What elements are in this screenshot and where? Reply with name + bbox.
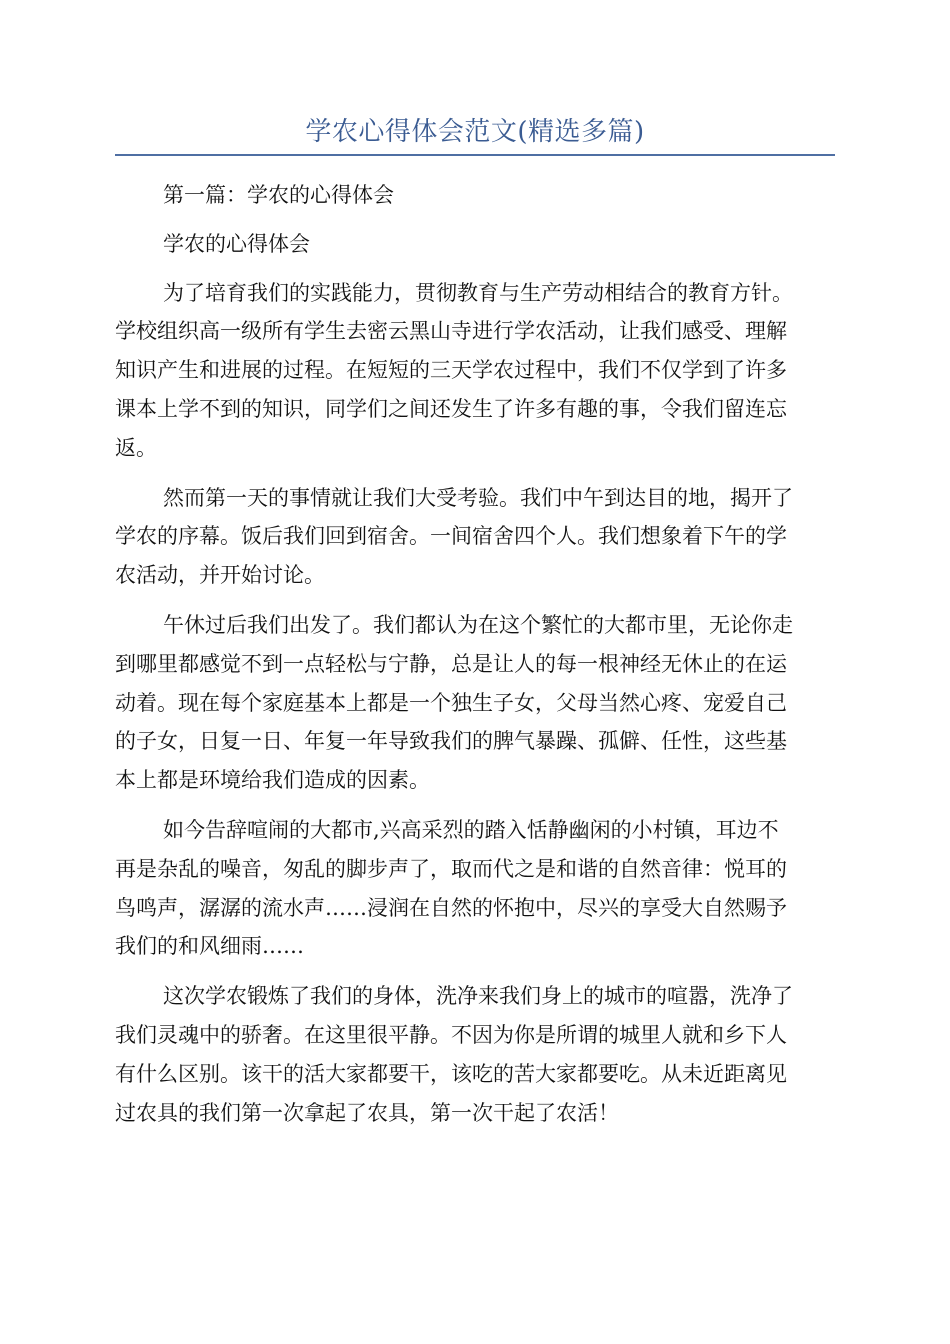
paragraph: [115, 811, 835, 966]
paragraph-line: 课本上学不到的知识，同学们之间还发生了许多有趣的事，令我们留连忘: [115, 396, 787, 421]
document-body: [115, 176, 835, 1143]
title-underline: [115, 154, 835, 156]
paragraph-line: 有什么区别。该干的活大家都要干，该吃的苦大家都要吃。从未近距离见: [115, 1061, 787, 1086]
paragraph-line: 学校组织高一级所有学生去密云黑山寺进行学农活动，让我们感受、理解: [115, 319, 787, 344]
paragraph-line: 这次学农锻炼了我们的身体，洗净来我们身上的城市的喧嚣，洗净了: [163, 984, 793, 1009]
paragraph-line: 到哪里都感觉不到一点轻松与宁静，总是让人的每一根神经无休止的在运: [115, 651, 787, 676]
document-title: 学农心得体会范文(精选多篇): [305, 117, 645, 147]
paragraph-line: 然而第一天的事情就让我们大受考验。我们中午到达目的地，揭开了: [163, 485, 793, 510]
section-heading: 第一篇：学农的心得体会: [163, 183, 394, 207]
paragraph-line: 知识产生和进展的过程。在短短的三天学农过程中，我们不仅学到了许多: [115, 358, 787, 383]
paragraph: [115, 479, 835, 595]
paragraph-line: 学农的序幕。饭后我们回到宿舍。一间宿舍四个人。我们想象着下午的学: [115, 524, 787, 549]
paragraph-line: 的子女，日复一日、年复一年导致我们的脾气暴躁、孤僻、任性，这些基: [115, 729, 787, 754]
paragraph-line: 午休过后我们出发了。我们都认为在这个繁忙的大都市里，无论你走: [163, 612, 793, 637]
paragraph: [115, 274, 835, 468]
paragraph-line: 农活动，并开始讨论。: [115, 563, 325, 588]
paragraph: [115, 977, 835, 1132]
paragraph: [115, 606, 835, 800]
paragraph-line: 返。: [115, 435, 157, 460]
paragraph-line: 本上都是环境给我们造成的因素。: [115, 768, 430, 793]
paragraph-line: 动着。现在每个家庭基本上都是一个独生子女，父母当然心疼、宠爱自己: [115, 690, 787, 715]
paragraph-line: 鸟鸣声，潺潺的流水声……浸润在自然的怀抱中，尽兴的享受大自然赐予: [115, 895, 787, 920]
paragraph-line: 再是杂乱的噪音，匆乱的脚步声了，取而代之是和谐的自然音律：悦耳的: [115, 856, 787, 881]
paragraph-line: 为了培育我们的实践能力，贯彻教育与生产劳动相结合的教育方针。: [163, 280, 793, 305]
subheading: 学农的心得体会: [163, 231, 310, 256]
paragraph-line: 我们灵魂中的骄奢。在这里很平静。不因为你是所谓的城里人就和乡下人: [115, 1022, 787, 1047]
paragraph-line: 我们的和风细雨……: [115, 934, 304, 959]
paragraph-line: 如今告辞喧闹的大都市,兴高采烈的踏入恬静幽闲的小村镇，耳边不: [163, 817, 779, 842]
paragraph-line: 过农具的我们第一次拿起了农具，第一次干起了农活！: [115, 1100, 619, 1125]
